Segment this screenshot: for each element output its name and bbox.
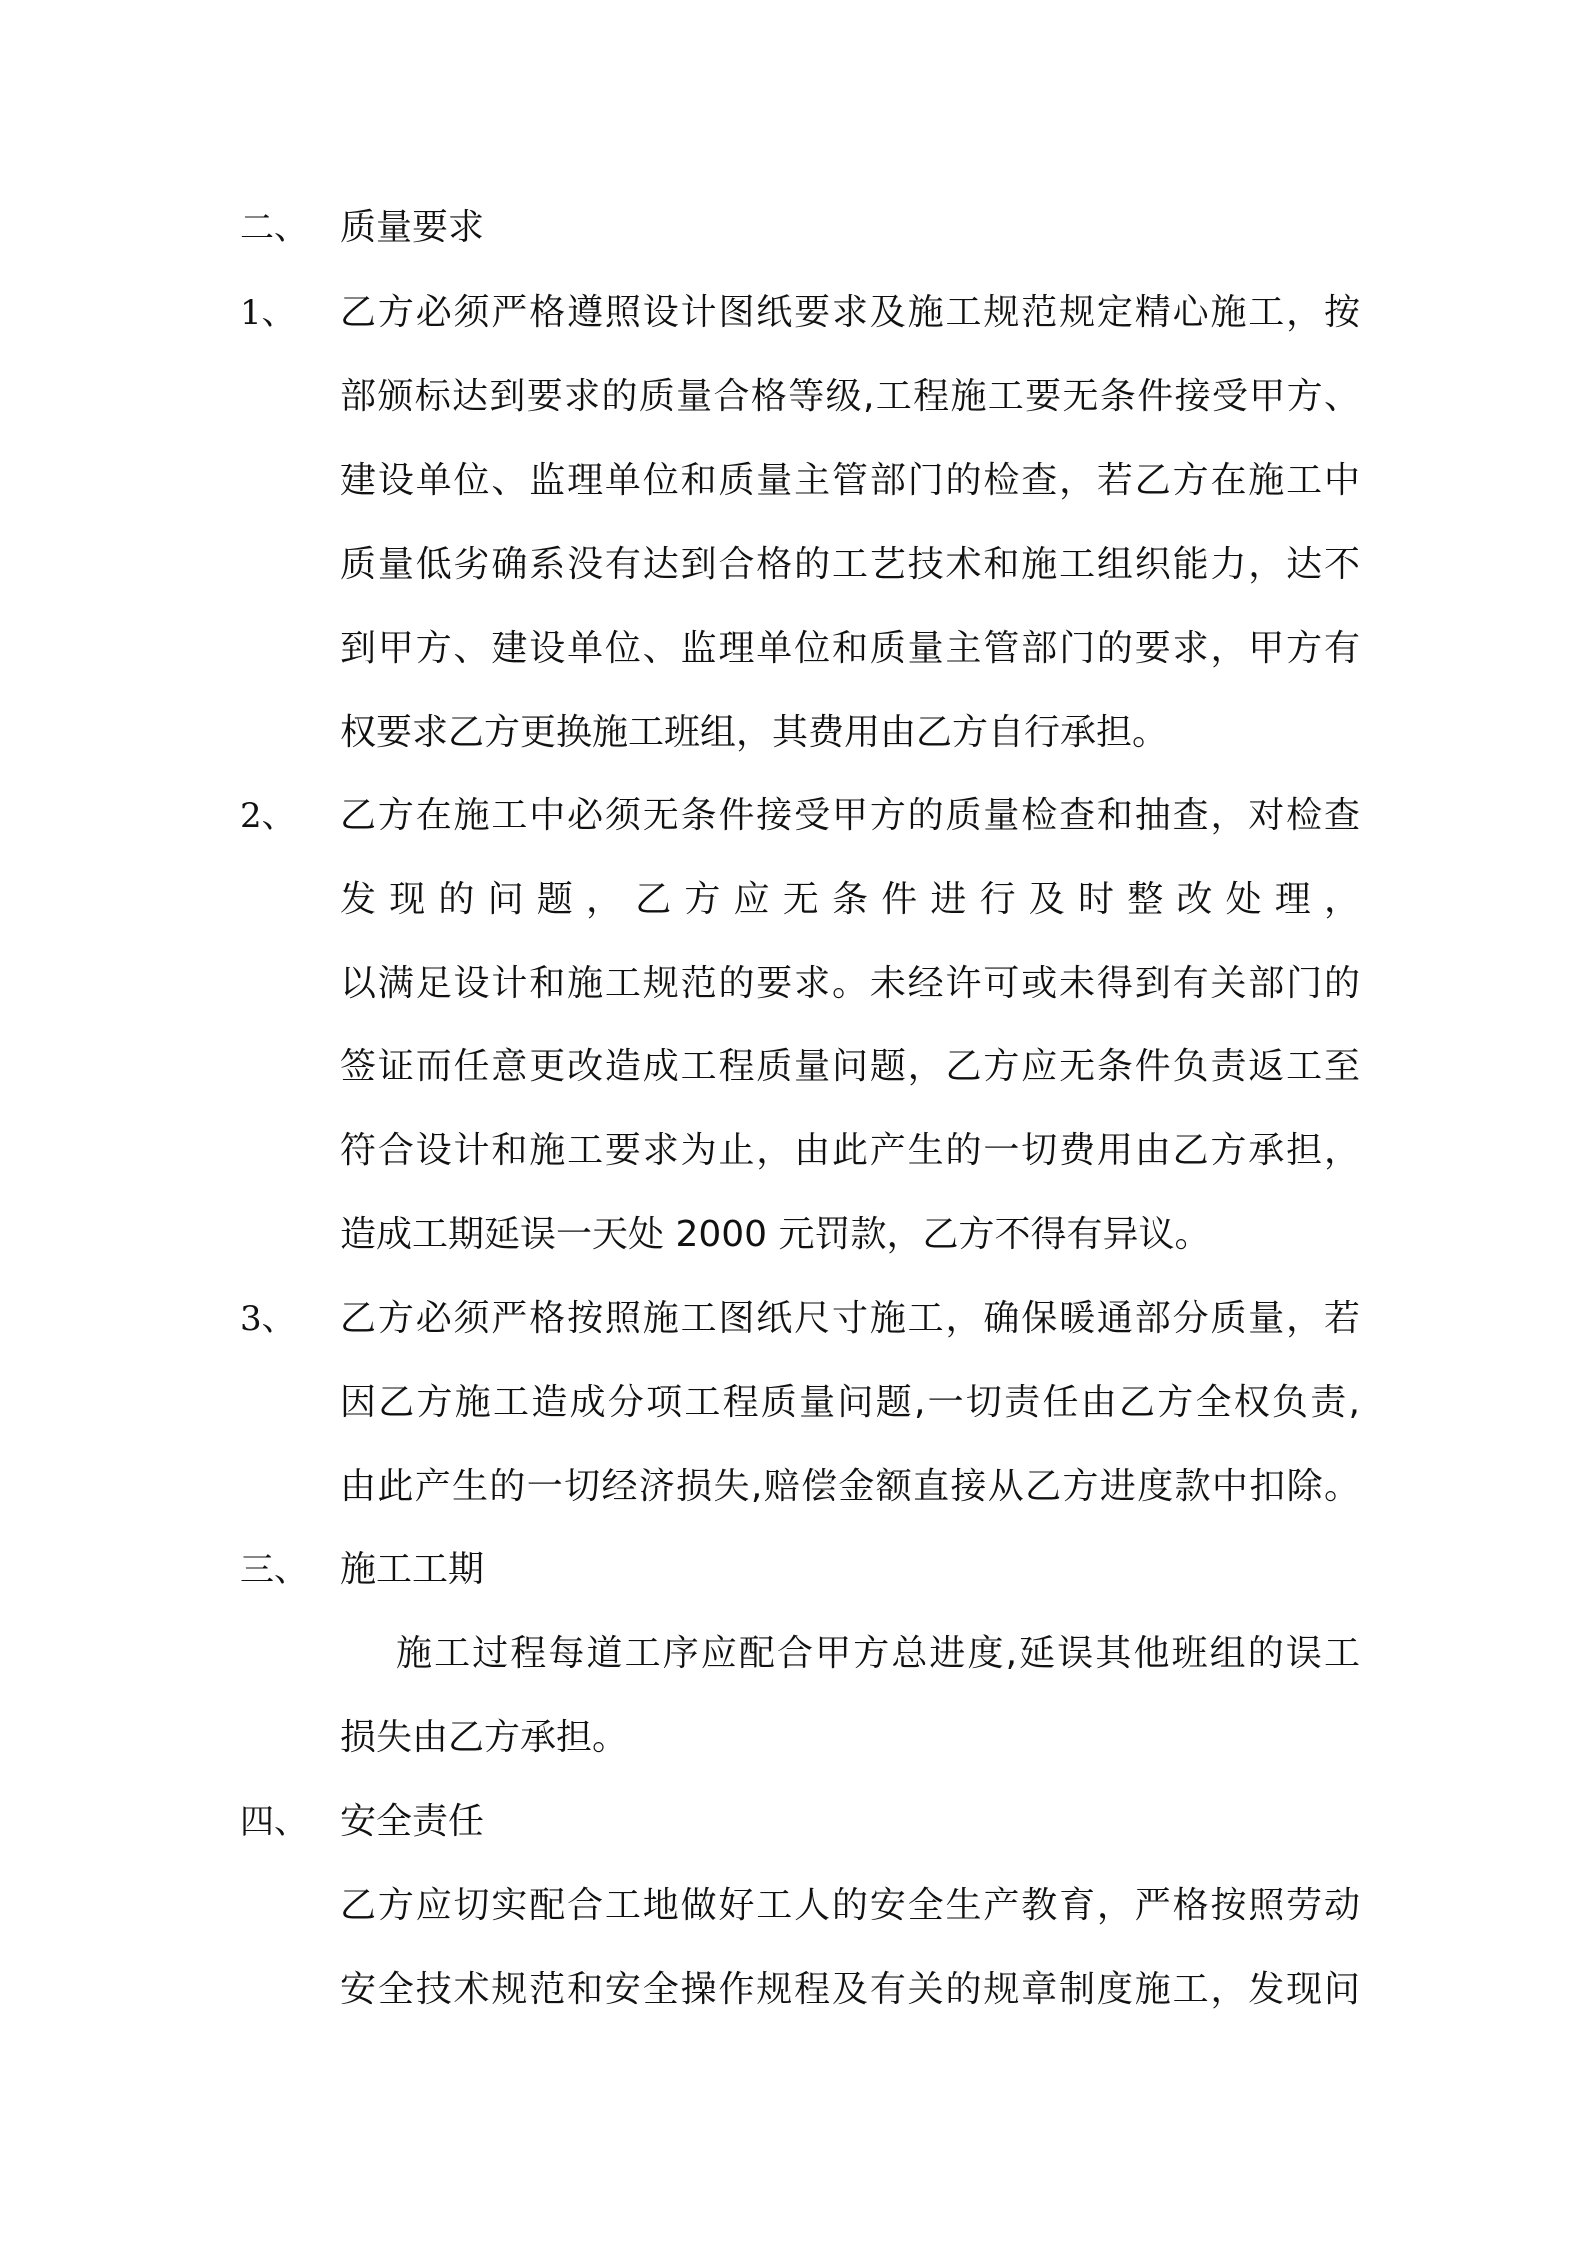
- item-marker: 3、: [240, 1299, 296, 1339]
- paragraph-line: 乙方应切实配合工地做好工人的安全生产教育，严格按照劳动: [340, 1885, 1360, 1926]
- paragraph-line: 乙方在施工中必须无条件接受甲方的质量检查和抽查，对检查: [340, 795, 1360, 836]
- paragraph-line: 乙方必须严格按照施工图纸尺寸施工，确保暖通部分质量，若: [340, 1298, 1360, 1339]
- paragraph-line: 权要求乙方更换施工班组，其费用由乙方自行承担。: [340, 712, 1169, 753]
- paragraph-line: 由此产生的一切经济损失,赔偿金额直接从乙方进度款中扣除。: [340, 1466, 1360, 1507]
- paragraph-line: 损失由乙方承担。: [340, 1717, 629, 1758]
- paragraph-line: 造成工期延误一天处 2000 元罚款，乙方不得有异议。: [340, 1214, 1211, 1255]
- item-marker: 1、: [240, 293, 296, 333]
- paragraph-line: 发现的问题，乙方应无条件进行及时整改处理，: [340, 879, 1360, 920]
- paragraph-line: 建设单位、监理单位和质量主管部门的检查，若乙方在施工中: [340, 460, 1360, 501]
- paragraph-line: 施工过程每道工序应配合甲方总进度,延误其他班组的误工: [396, 1633, 1360, 1674]
- item-marker: 2、: [240, 796, 296, 836]
- section-heading: 施工工期: [340, 1549, 485, 1590]
- paragraph-line: 安全技术规范和安全操作规程及有关的规章制度施工，发现问: [340, 1969, 1360, 2010]
- section-marker: 四、: [240, 1802, 308, 1842]
- paragraph-line: 乙方必须严格遵照设计图纸要求及施工规范规定精心施工，按: [340, 292, 1360, 333]
- section-heading: 安全责任: [340, 1801, 485, 1842]
- paragraph-line: 部颁标达到要求的质量合格等级,工程施工要无条件接受甲方、: [340, 376, 1360, 417]
- paragraph-line: 符合设计和施工要求为止，由此产生的一切费用由乙方承担，: [340, 1130, 1360, 1171]
- paragraph-line: 到甲方、建设单位、监理单位和质量主管部门的要求，甲方有: [340, 628, 1360, 669]
- section-marker: 三、: [240, 1550, 308, 1590]
- paragraph-line: 签证而任意更改造成工程质量问题，乙方应无条件负责返工至: [340, 1046, 1360, 1087]
- paragraph-line: 质量低劣确系没有达到合格的工艺技术和施工组织能力，达不: [340, 544, 1360, 585]
- section-heading: 质量要求: [340, 207, 485, 248]
- section-marker: 二、: [240, 208, 308, 248]
- paragraph-line: 因乙方施工造成分项工程质量问题,一切责任由乙方全权负责,: [340, 1382, 1360, 1423]
- paragraph-line: 以满足设计和施工规范的要求。未经许可或未得到有关部门的: [340, 963, 1360, 1004]
